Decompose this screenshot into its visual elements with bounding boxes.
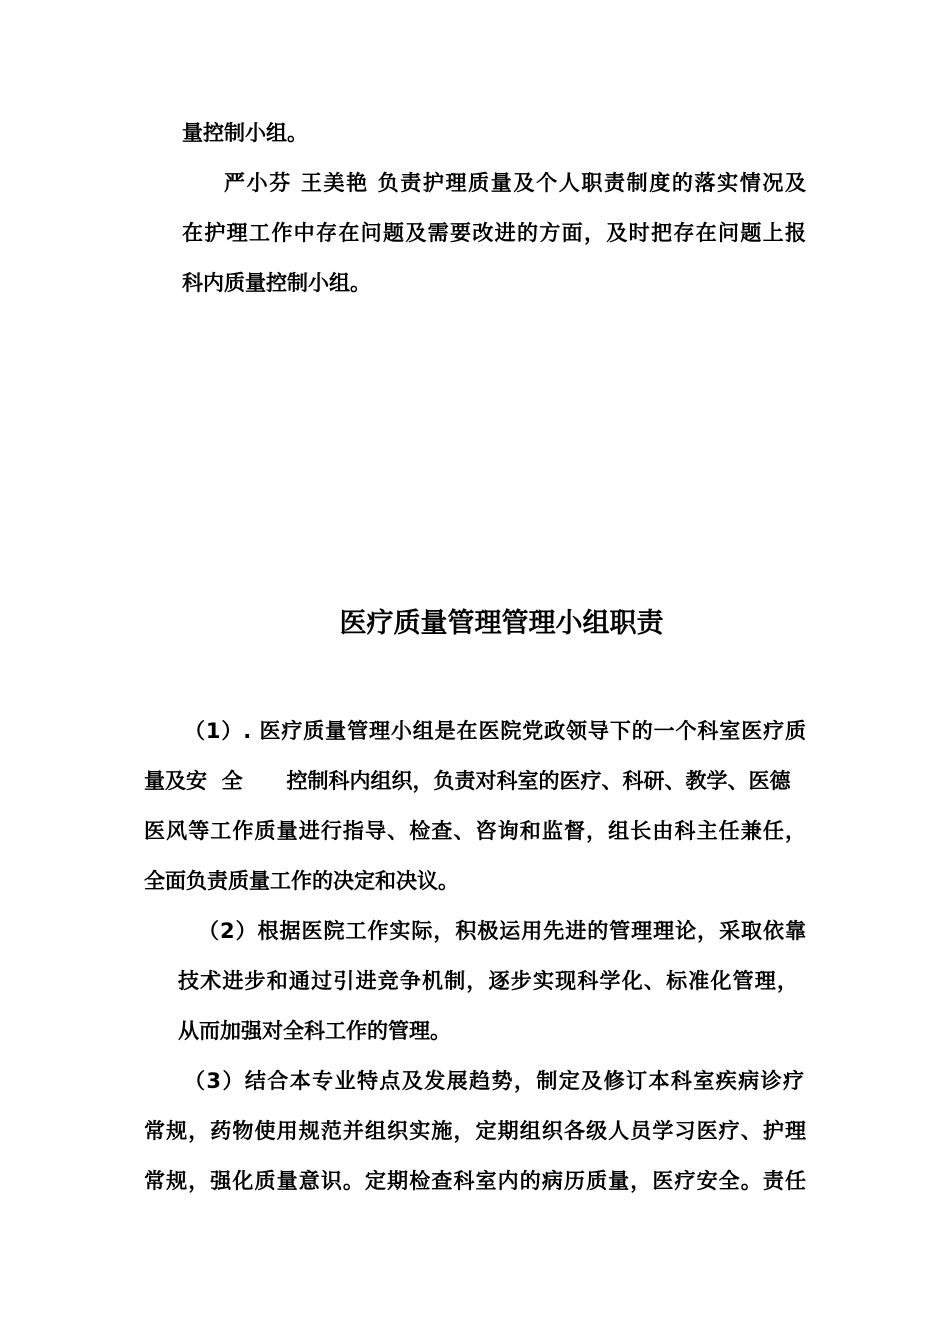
paragraph-line: （2）根据医院工作实际，积极运用先进的管理理论，采取依靠: [198, 919, 806, 943]
paragraph-line: 在护理工作中存在问题及需要改进的方面，及时把存在问题上报: [182, 221, 806, 245]
paragraph-line: 医风等工作质量进行指导、检查、咨询和监督，组长由科主任兼任，: [144, 819, 806, 843]
paragraph-line: 常规，药物使用规范并组织实施，定期组织各级人员学习医疗、护理: [144, 1119, 806, 1143]
paragraph-line: 严小芬 王美艳 负责护理质量及个人职责制度的落实情况及: [224, 171, 806, 195]
paragraph-line: 量控制小组。: [182, 121, 308, 145]
paragraph-line: 技术进步和通过引进竞争机制，逐步实现科学化、标准化管理，: [178, 969, 798, 993]
document-title: 医疗质量管理管理小组职责: [339, 608, 664, 639]
paragraph-line: 科内质量控制小组。: [182, 271, 371, 295]
paragraph-line: 全面负责质量工作的决定和决议。: [144, 869, 459, 893]
paragraph-line: （1）. 医疗质量管理小组是在医院党政领导下的一个科室医疗质: [184, 719, 806, 743]
paragraph-line: （3）结合本专业特点及发展趋势，制定及修订本科室疾病诊疗: [184, 1069, 804, 1093]
paragraph-line: 量及安 全 控制科内组织，负责对科室的医疗、科研、教学、医德: [144, 769, 791, 793]
paragraph-line: 常规，强化质量意识。定期检查科室内的病历质量，医疗安全。责任: [144, 1169, 806, 1193]
paragraph-line: 从而加强对全科工作的管理。: [178, 1019, 451, 1043]
